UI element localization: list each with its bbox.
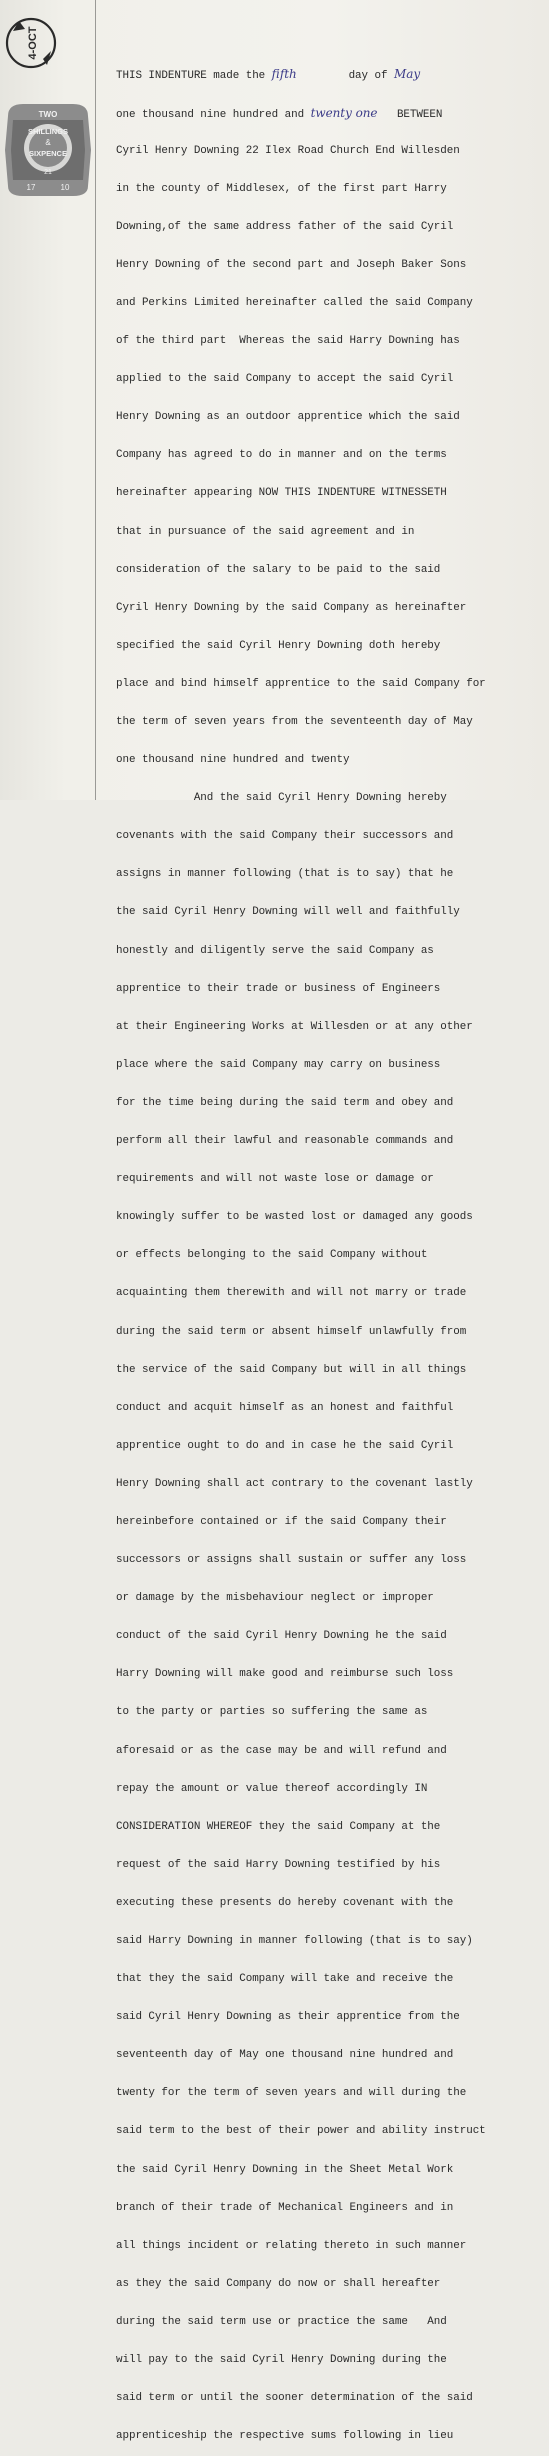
text-line: Downing,of the same address father of the said Cyril: [116, 220, 454, 233]
text-line: successors or assigns shall sustain or suffer any loss: [116, 1554, 467, 1567]
text-line: conduct of the said Cyril Henry Downing he the said: [116, 1630, 447, 1643]
text-line: hereinafter appearing NOW THIS INDENTURE WITNESSETH: [116, 487, 447, 500]
text-line: Harry Downing will make good and reimburse such loss: [116, 1668, 454, 1681]
indenture-text: [116, 43, 546, 2456]
text-line: said term or until the sooner determination of the said: [116, 2392, 473, 2405]
margin-rule: [95, 0, 96, 800]
duty-stamp-year-mid: 21: [44, 169, 52, 176]
text-line: one thousand nine hundred and twenty: [116, 754, 350, 767]
text-line: or damage by the misbehaviour neglect or improper: [116, 1592, 434, 1605]
text-line: twenty for the term of seven years and will during the: [116, 2087, 467, 2100]
text-line: Henry Downing of the second part and Joseph Baker Sons: [116, 258, 467, 271]
handwritten-month: May: [393, 67, 421, 82]
text-line: place where the said Company may carry on business: [116, 1058, 441, 1071]
text-line: the service of the said Company but will in all things: [116, 1363, 467, 1376]
text-line: the said Cyril Henry Downing will well and faithfully: [116, 906, 460, 919]
duty-stamp-amp: &: [45, 138, 51, 147]
text-line: Henry Downing shall act contrary to the covenant lastly: [116, 1477, 473, 1490]
text-line: acquainting them therewith and will not marry or trade: [116, 1287, 467, 1300]
text-line: Company has agreed to do in manner and on the terms: [116, 449, 447, 462]
text-line: will pay to the said Cyril Henry Downing during the: [116, 2354, 447, 2367]
text-line: CONSIDERATION WHEREOF they the said Company at the: [116, 1820, 441, 1833]
text-line: for the time being during the said term and obey and: [116, 1096, 454, 1109]
duty-stamp-shillings: SHILLINGS: [27, 127, 69, 136]
duty-stamp-year-left: 17: [26, 183, 36, 192]
text-line: in the county of Middlesex, of the first part Harry: [116, 182, 447, 195]
text-line: consideration of the salary to be paid to the said: [116, 563, 441, 576]
text-line: covenants with the said Company their successors and: [116, 830, 454, 843]
text-line: to the party or parties so suffering the same as: [116, 1706, 428, 1719]
duty-stamp-year-right: 10: [60, 183, 70, 192]
text-line: Henry Downing as an outdoor apprentice which the said: [116, 411, 460, 424]
text-line: during the said term or absent himself unlawfully from: [116, 1325, 467, 1338]
text-line: knowingly suffer to be wasted lost or damaged any goods: [116, 1211, 473, 1224]
text-line: Cyril Henry Downing 22 Ilex Road Church End Willesden: [116, 144, 460, 157]
text-line: the said Cyril Henry Downing in the Sheet Metal Work: [116, 2163, 454, 2176]
text-line: said term to the best of their power and ability instruct: [116, 2125, 486, 2138]
text-line: all things incident or relating thereto in such manner: [116, 2239, 467, 2252]
text-line: Cyril Henry Downing by the said Company as hereinafter: [116, 601, 467, 614]
text-line: that they the said Company will take and receive the: [116, 1973, 454, 1986]
text-line: or effects belonging to the said Company without: [116, 1249, 428, 1262]
text-line: said Cyril Henry Downing as their apprentice from the: [116, 2011, 460, 2024]
text-line: one thousand nine hundred and twenty one BETWEEN: [116, 105, 443, 121]
text-line: applied to the said Company to accept the said Cyril: [116, 373, 454, 386]
text-line: apprenticeship the respective sums following in lieu: [116, 2430, 454, 2443]
text-line: at their Engineering Works at Willesden or at any other: [116, 1020, 473, 1033]
text-line: conduct and acquit himself as an honest and faithful: [116, 1401, 454, 1414]
text-line: of the third part Whereas the said Harry Downing has: [116, 335, 460, 348]
text-line: perform all their lawful and reasonable commands and: [116, 1135, 454, 1148]
text-line: And the said Cyril Henry Downing hereby: [116, 792, 447, 805]
date-stamp-text: 4-OCT: [27, 26, 39, 60]
duty-stamp-sixpence: SIXPENCE: [29, 149, 67, 158]
text-line: hereinbefore contained or if the said Company their: [116, 1515, 447, 1528]
text-line: specified the said Cyril Henry Downing doth hereby: [116, 639, 441, 652]
duty-stamp: [3, 102, 93, 198]
text-line: and Perkins Limited hereinafter called the said Company: [116, 296, 473, 309]
text-line: aforesaid or as the case may be and will refund and: [116, 1744, 447, 1757]
text-line: branch of their trade of Mechanical Engineers and in: [116, 2201, 454, 2214]
text-line: requirements and will not waste lose or damage or: [116, 1173, 434, 1186]
text-line: during the said term use or practice the same And: [116, 2315, 447, 2328]
text-line: as they the said Company do now or shall hereafter: [116, 2277, 441, 2290]
text-line: executing these presents do hereby covenant with the: [116, 1896, 454, 1909]
text-line: said Harry Downing in manner following (that is to say): [116, 1935, 473, 1947]
text-line: seventeenth day of May one thousand nine hundred and: [116, 2049, 454, 2062]
text-line: request of the said Harry Downing testified by his: [116, 1858, 441, 1871]
handwritten-day: fifth: [271, 67, 297, 82]
text-line: honestly and diligently serve the said Company as: [116, 944, 434, 957]
text-line: apprentice ought to do and in case he the said Cyril: [116, 1439, 454, 1452]
date-stamp: [3, 15, 59, 71]
text-line: that in pursuance of the said agreement and in: [116, 525, 415, 538]
duty-stamp-top: TWO: [38, 110, 58, 119]
text-line: repay the amount or value thereof accordingly IN: [116, 1782, 428, 1795]
handwritten-year: twenty one: [310, 105, 378, 120]
text-line: place and bind himself apprentice to the said Company for: [116, 677, 486, 690]
text-line: the term of seven years from the seventeenth day of May: [116, 716, 473, 728]
text-line: apprentice to their trade or business of Engineers: [116, 982, 441, 995]
text-line: THIS INDENTURE made the fifth day of May: [116, 67, 421, 83]
text-line: assigns in manner following (that is to say) that he: [116, 868, 454, 881]
